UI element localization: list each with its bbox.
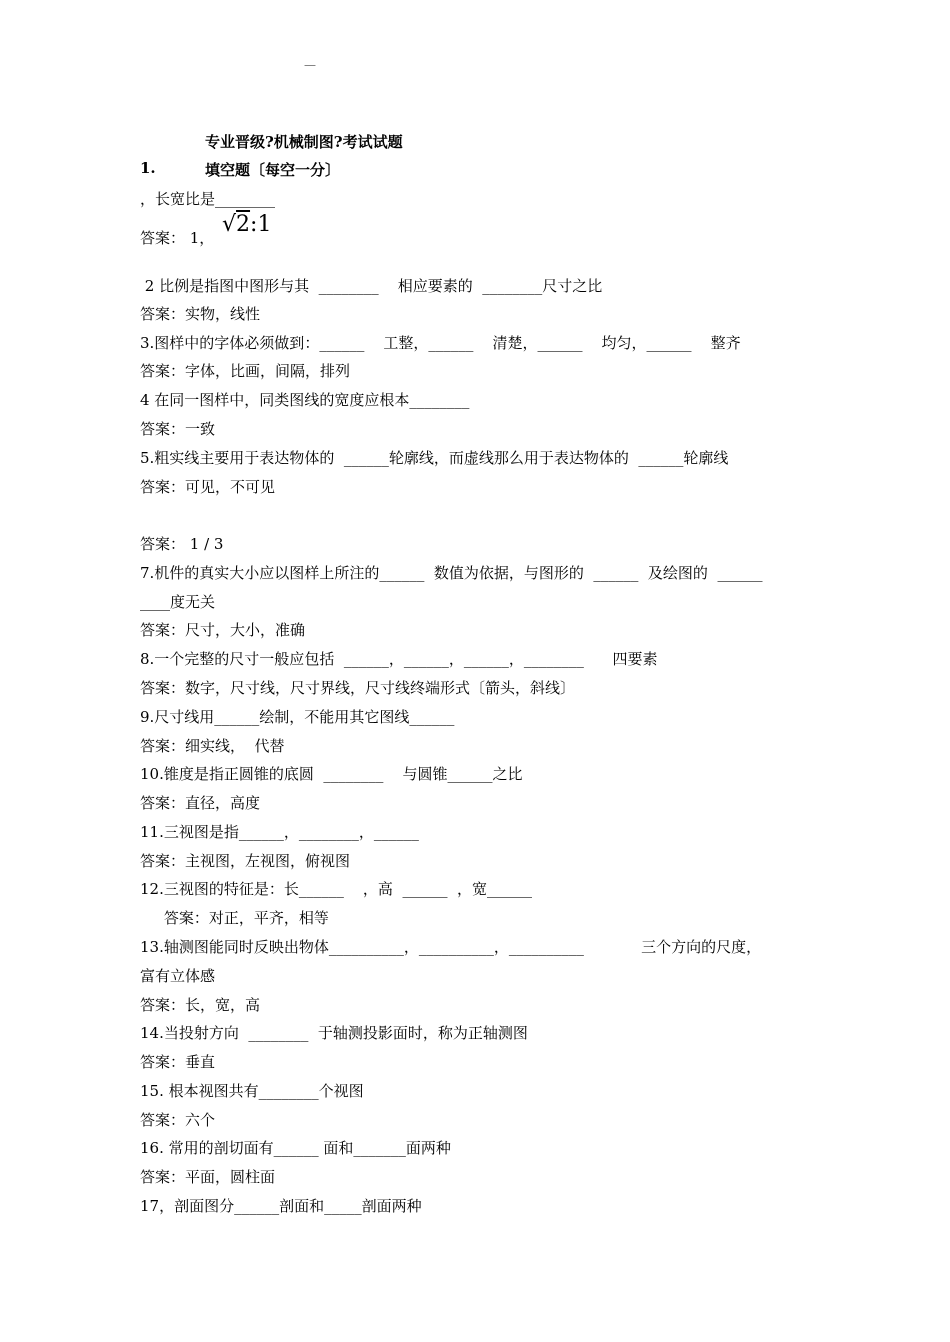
answer-line: 答案：一致 bbox=[140, 420, 216, 438]
question-line: 17，剖面图分______剖面和_____剖面两种 bbox=[140, 1197, 422, 1215]
answer-line: 答案：对正，平齐，相等 bbox=[140, 909, 329, 927]
question-line: 13.轴测图能同时反映出物体__________，__________，__________ 三个方向的尺度， bbox=[140, 938, 762, 956]
question-line: ____度无关 bbox=[140, 593, 216, 611]
answer-line: 答案：六个 bbox=[140, 1111, 216, 1129]
formula-radicand: 2 bbox=[236, 212, 251, 237]
question-line: 16. 常用的剖切面有______ 面和_______面两种 bbox=[140, 1139, 451, 1157]
question-line: 11.三视图是指______，________，______ bbox=[140, 823, 419, 841]
answer-line: 答案： 1， bbox=[140, 229, 215, 247]
answer-line: 答案：长，宽，高 bbox=[140, 996, 261, 1014]
answer-line: 答案：直径，高度 bbox=[140, 794, 261, 812]
formula-sqrt2-ratio: √2:1 bbox=[222, 212, 272, 237]
section-number: 1. bbox=[140, 159, 156, 177]
question-line: 7.机件的真实大小应以图样上所注的______ 数值为依据，与图形的 ______ 及绘图的 ______ bbox=[140, 564, 763, 582]
question-line: 10.锥度是指正圆锥的底圆 ________ 与圆锥______之比 bbox=[140, 765, 523, 783]
answer-line: 答案： 1 / 3 bbox=[140, 535, 224, 553]
header-mark: — bbox=[304, 58, 316, 72]
question-line: ，长宽比是________ bbox=[140, 190, 276, 208]
answer-line: 答案：实物，线性 bbox=[140, 305, 261, 323]
answer-line: 答案：主视图，左视图，俯视图 bbox=[140, 852, 351, 870]
answer-line: 答案：垂直 bbox=[140, 1053, 216, 1071]
answer-line: 答案：细实线， 代替 bbox=[140, 737, 285, 755]
question-line: 4 在同一图样中，同类图线的宽度应根本________ bbox=[140, 391, 470, 409]
question-line: 9.尺寸线用______绘制，不能用其它图线______ bbox=[140, 708, 455, 726]
question-line: 12.三视图的特征是：长______ ，高 ______ ，宽______ bbox=[140, 880, 533, 898]
question-line: 5.粗实线主要用于表达物体的 ______轮廓线，而虚线那么用于表达物体的 ______轮廓线 bbox=[140, 449, 729, 467]
question-line: 15. 根本视图共有________个视图 bbox=[140, 1082, 364, 1100]
question-line: 富有立体感 bbox=[140, 967, 216, 985]
answer-line: 答案：平面，圆柱面 bbox=[140, 1168, 276, 1186]
answer-line: 答案：尺寸，大小，准确 bbox=[140, 621, 306, 639]
question-line: 8.一个完整的尺寸一般应包括 ______，______，______，________ 四要素 bbox=[140, 650, 658, 668]
answer-line: 答案：字体，比画，间隔，排列 bbox=[140, 362, 351, 380]
formula-ratio: :1 bbox=[250, 212, 272, 237]
answer-line: 答案：可见，不可见 bbox=[140, 478, 276, 496]
question-line: 2 比例是指图中图形与其 ________ 相应要素的 ________尺寸之比 bbox=[140, 277, 603, 295]
question-line: 3.图样中的字体必须做到：______ 工整，______ 清楚，______ 均匀，______ 整齐 bbox=[140, 334, 741, 352]
answer-line: 答案：数字，尺寸线，尺寸界线，尺寸线终端形式〔箭头，斜线〕 bbox=[140, 679, 576, 697]
page-title: 专业晋级?机械制图?考试试题 bbox=[205, 133, 403, 151]
question-line: 14.当投射方向 ________ 于轴测投影面时，称为正轴测图 bbox=[140, 1024, 528, 1042]
section-title: 填空题〔每空一分〕 bbox=[205, 161, 341, 179]
